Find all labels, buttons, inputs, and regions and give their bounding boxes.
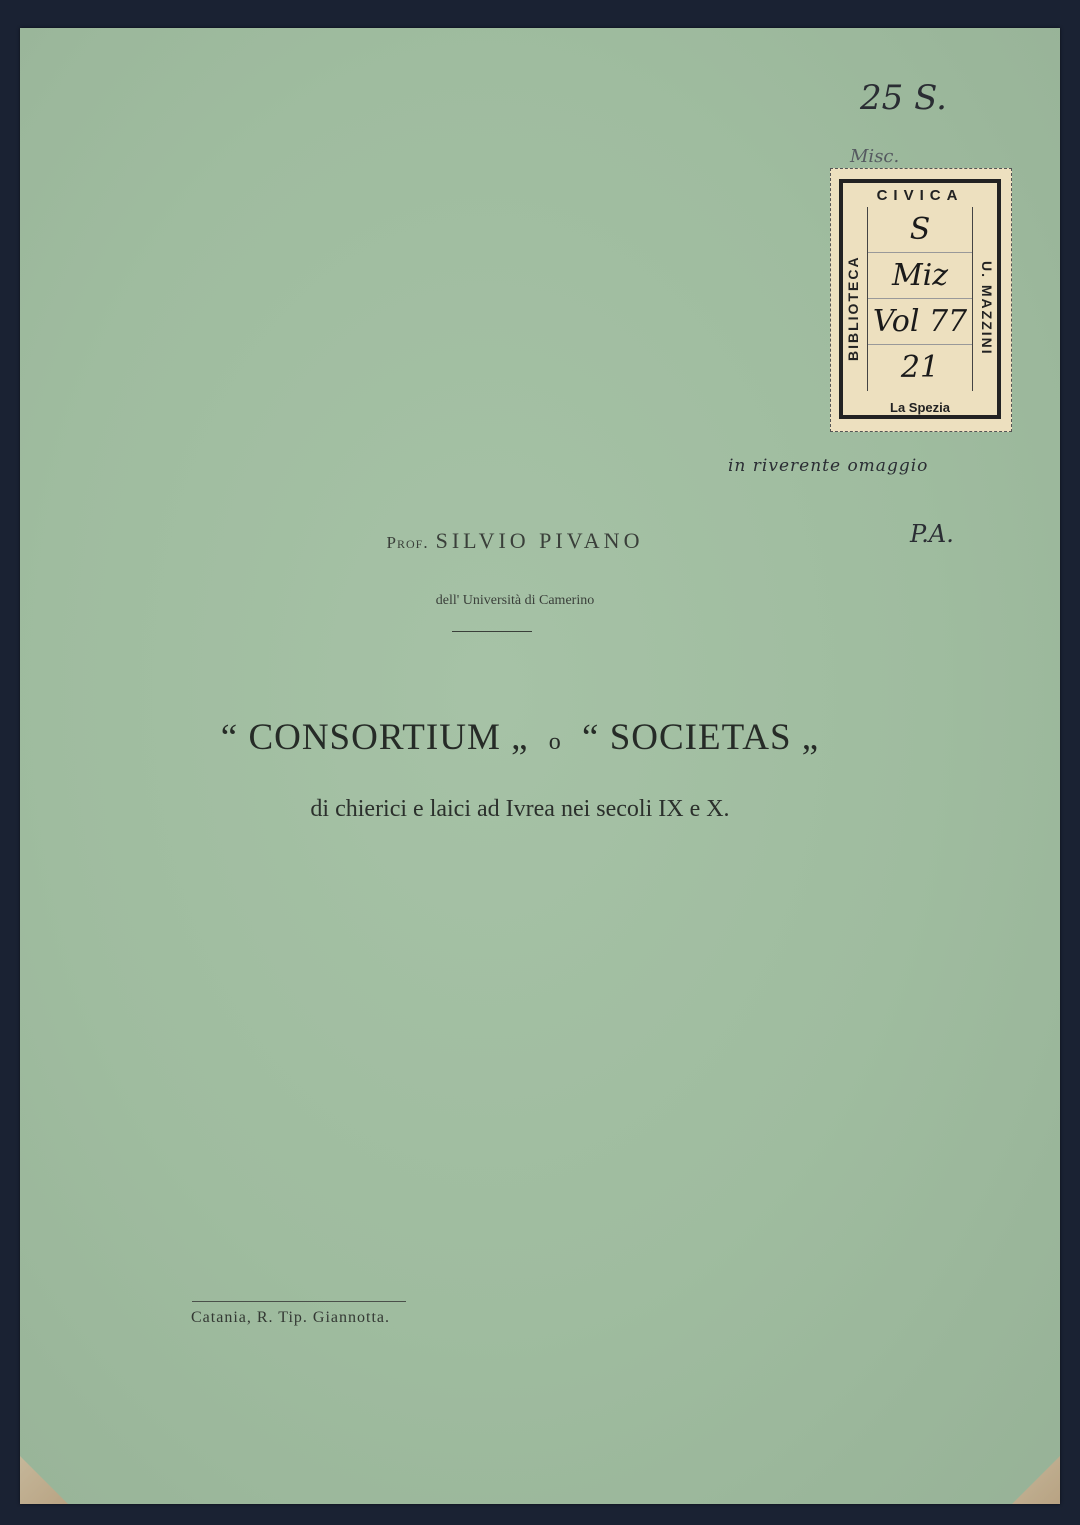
label-top-text: CIVICA bbox=[876, 187, 964, 204]
worn-corner-right bbox=[1012, 1456, 1060, 1504]
printer-imprint: Catania, R. Tip. Giannotta. bbox=[191, 1309, 390, 1326]
title-part-1: “ CONSORTIUM „ bbox=[220, 717, 529, 758]
label-bottom-text: La Spezia bbox=[890, 400, 950, 415]
library-label bbox=[830, 168, 1012, 432]
author-affiliation: dell' Università di Camerino bbox=[435, 593, 595, 608]
title-connector: o bbox=[548, 729, 562, 755]
worn-corner-left bbox=[20, 1456, 68, 1504]
label-left-text: BIBLIOTECA bbox=[845, 255, 861, 361]
handwritten-initials: P.A. bbox=[910, 520, 954, 548]
label-cell: 21 bbox=[900, 350, 940, 385]
pamphlet-cover bbox=[20, 28, 1060, 1504]
label-grid bbox=[867, 207, 973, 391]
handwritten-note: Misc. bbox=[850, 146, 900, 167]
author-prefix: Prof. bbox=[386, 533, 429, 552]
author-line bbox=[20, 528, 1010, 554]
divider bbox=[452, 631, 532, 632]
author-name: SILVIO PIVANO bbox=[435, 528, 644, 553]
title-part-2: “ SOCIETAS „ bbox=[582, 717, 820, 758]
label-cell: Miz bbox=[868, 253, 972, 299]
page-subtitle: di chierici e laici ad Ivrea nei secoli IX e X. bbox=[310, 796, 730, 822]
library-label-frame bbox=[839, 179, 1001, 419]
handwritten-shelfmark: 25 S. bbox=[860, 78, 947, 118]
label-right-text: U. MAZZINI bbox=[979, 260, 995, 356]
divider bbox=[192, 1301, 406, 1302]
label-cell: Vol 77 bbox=[868, 299, 972, 345]
page-title bbox=[20, 716, 1020, 759]
label-cell: S bbox=[868, 207, 972, 253]
handwritten-dedication: in riverente omaggio bbox=[728, 456, 929, 476]
